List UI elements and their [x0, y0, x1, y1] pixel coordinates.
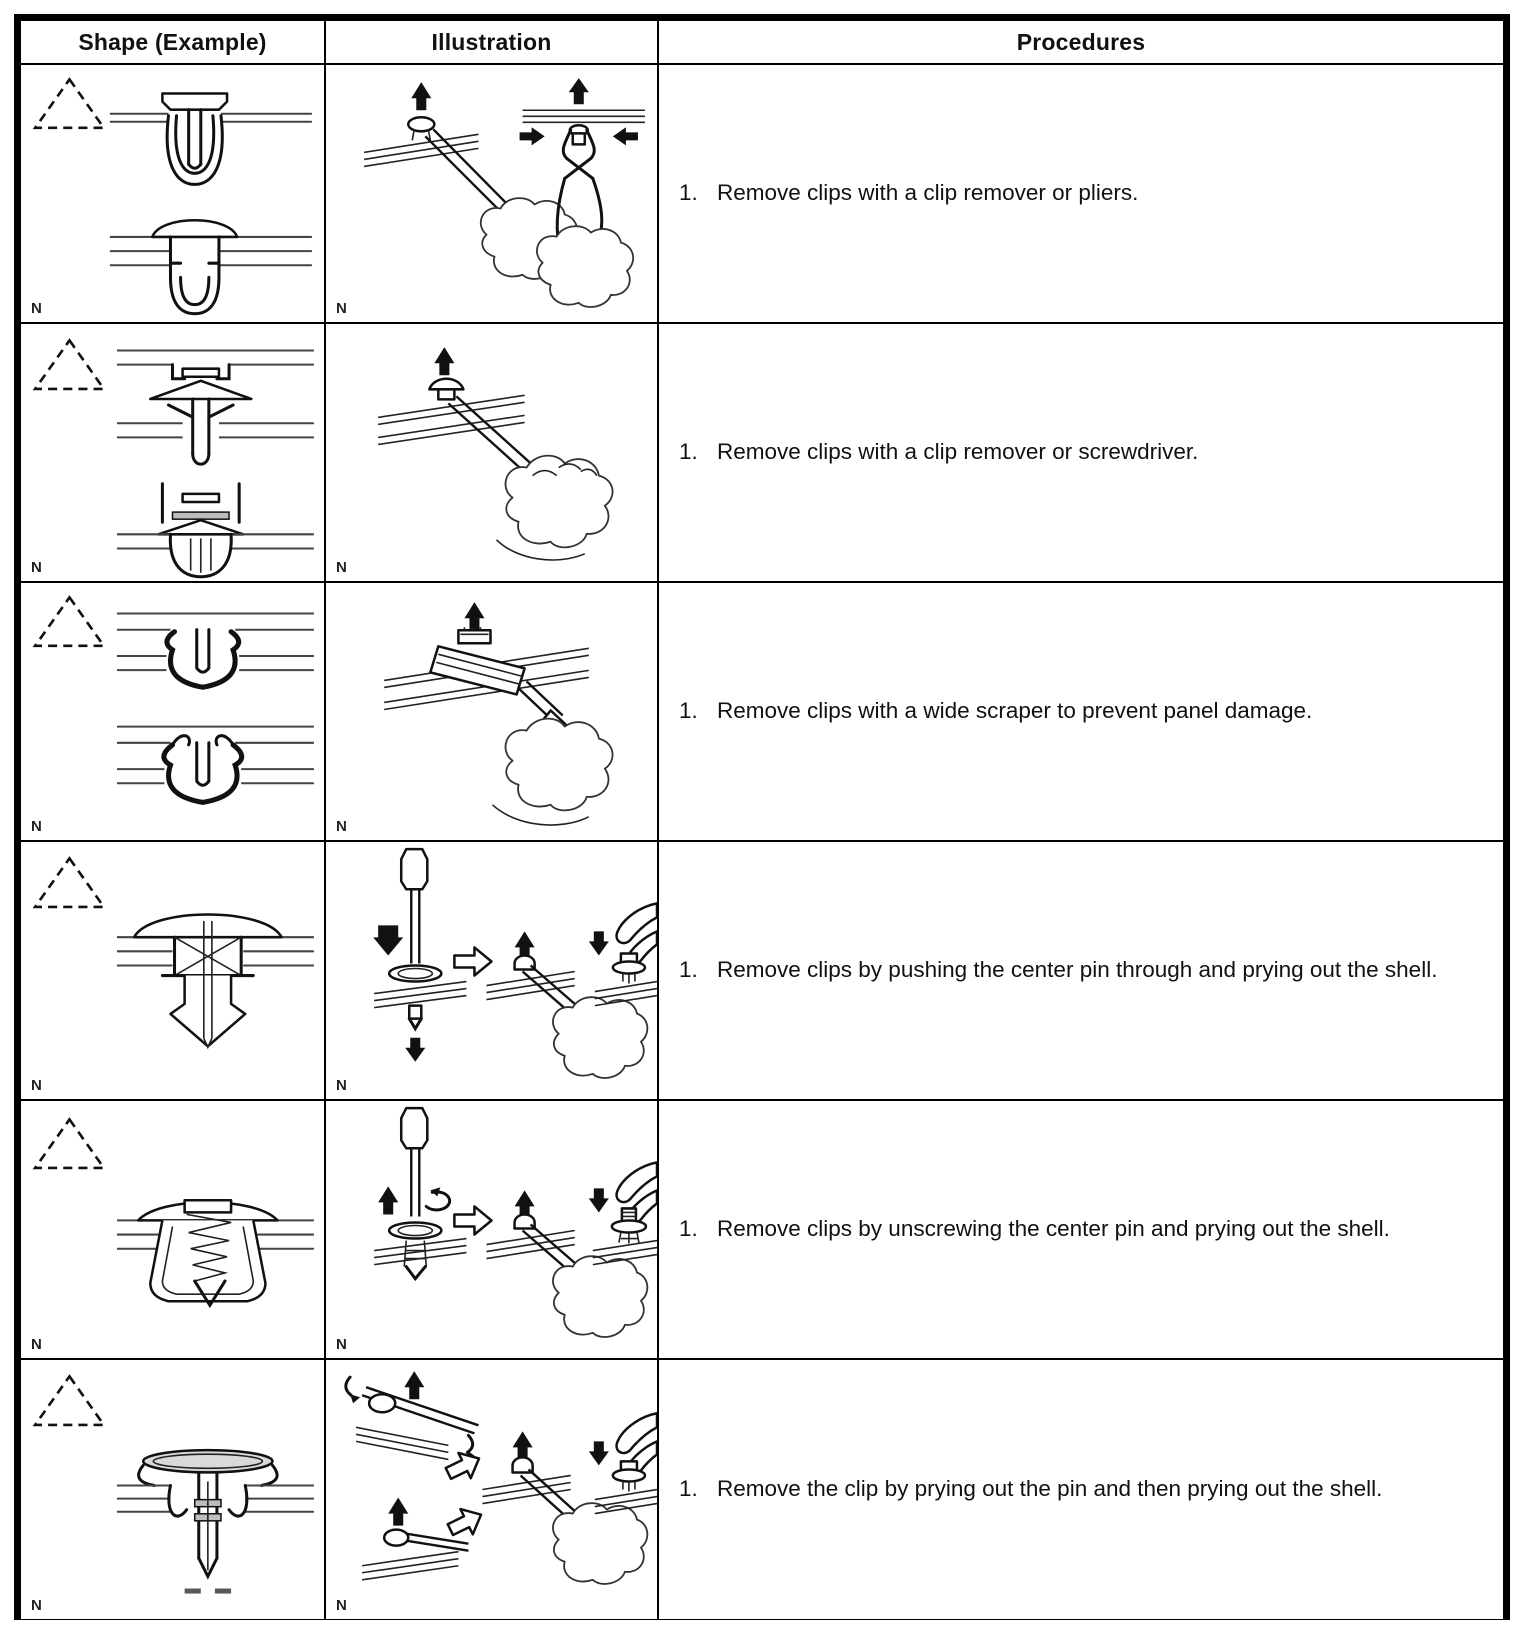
- shape-cell-row1: [21, 65, 326, 324]
- procedure-text: Remove clips by pushing the center pin through and prying out the shell.: [717, 957, 1438, 983]
- dashed-triangle-icon: [35, 340, 104, 388]
- next-step-arrow-icon: [454, 1206, 491, 1234]
- procedure-text: Remove clips by unscrewing the center pin and prying out the shell.: [717, 1216, 1390, 1242]
- up-arrow-icon: [411, 82, 431, 110]
- shape-cell-row6: [21, 1360, 326, 1619]
- step-number: 1.: [679, 698, 698, 724]
- procedure-cell-row1: [659, 65, 1503, 324]
- push-through-pin-clip-drawing: [21, 842, 324, 1099]
- press-in-arrow-icon: [613, 127, 638, 145]
- up-arrow-icon: [404, 1371, 424, 1399]
- procedure-cell-row5: [659, 1101, 1503, 1360]
- curved-arrow-icon: [346, 1377, 351, 1395]
- clip-remover-and-pliers-drawing: [326, 65, 657, 322]
- down-arrow-icon: [373, 925, 403, 955]
- up-arrow-icon: [513, 1431, 533, 1459]
- push-in-clip-pair-drawing: [21, 65, 324, 322]
- up-arrow-icon: [378, 1186, 398, 1214]
- illustration-cell-row5: [326, 1101, 659, 1360]
- down-arrow-icon: [405, 1038, 425, 1062]
- dashed-triangle-icon: [35, 1376, 104, 1424]
- shape-note: N: [31, 1336, 42, 1353]
- step-number: 1.: [679, 957, 698, 983]
- pry-pin-then-pry-shell-drawing: [326, 1360, 657, 1619]
- shape-note: N: [31, 559, 42, 576]
- procedure-cell-row2: [659, 324, 1503, 583]
- shape-note: N: [31, 300, 42, 317]
- pry-pin-clip-drawing: [21, 1360, 324, 1619]
- down-arrow-icon: [589, 1188, 609, 1212]
- clip-remover-pry-drawing: [326, 324, 657, 581]
- manual-page: [14, 14, 1510, 1620]
- down-arrow-icon: [589, 931, 609, 955]
- shape-note: N: [31, 1597, 42, 1614]
- shape-cell-row5: [21, 1101, 326, 1360]
- umbrella-barb-clip-pair-drawing: [21, 324, 324, 581]
- shape-cell-row3: [21, 583, 326, 842]
- procedure-cell-row4: [659, 842, 1503, 1101]
- procedure-cell-row6: [659, 1360, 1503, 1619]
- next-step-arrow-icon: [442, 1446, 485, 1486]
- illustration-note: N: [336, 300, 347, 317]
- up-arrow-icon: [569, 78, 589, 104]
- illustration-note: N: [336, 1597, 347, 1614]
- shape-note: N: [31, 1077, 42, 1094]
- spring-steel-clip-pair-drawing: [21, 583, 324, 840]
- shape-cell-row4: [21, 842, 326, 1101]
- procedure-cell-row3: [659, 583, 1503, 842]
- procedure-text: Remove the clip by prying out the pin and then prying out the shell.: [717, 1476, 1383, 1502]
- screw-pin-clip-drawing: [21, 1101, 324, 1358]
- header-label: Procedures: [1016, 28, 1146, 55]
- unscrew-pin-then-pry-shell-drawing: [326, 1101, 657, 1358]
- illustration-cell-row4: [326, 842, 659, 1101]
- procedure-text: Remove clips with a clip remover or screwdriver.: [717, 439, 1199, 465]
- illustration-note: N: [336, 818, 347, 835]
- illustration-note: N: [336, 1077, 347, 1094]
- illustration-cell-row1: [326, 65, 659, 324]
- column-header-procedures: [659, 21, 1503, 65]
- clip-removal-table: [14, 14, 1510, 1620]
- step-number: 1.: [679, 439, 698, 465]
- step-number: 1.: [679, 1476, 698, 1502]
- dashed-triangle-icon: [35, 858, 104, 906]
- header-label: Shape (Example): [78, 28, 267, 55]
- column-header-illustration: [326, 21, 659, 65]
- down-arrow-icon: [589, 1441, 609, 1465]
- procedure-text: Remove clips with a clip remover or pliers.: [717, 180, 1139, 206]
- next-step-arrow-icon: [454, 947, 491, 975]
- illustration-cell-row2: [326, 324, 659, 583]
- curved-arrow-icon: [467, 1435, 472, 1452]
- illustration-note: N: [336, 559, 347, 576]
- illustration-note: N: [336, 1336, 347, 1353]
- wide-scraper-pry-drawing: [326, 583, 657, 840]
- column-header-shape: [21, 21, 326, 65]
- up-arrow-icon: [434, 347, 454, 375]
- up-arrow-icon: [464, 602, 484, 630]
- press-in-arrow-icon: [520, 127, 545, 145]
- shape-note: N: [31, 818, 42, 835]
- dashed-triangle-icon: [35, 1119, 104, 1167]
- illustration-cell-row3: [326, 583, 659, 842]
- next-step-arrow-icon: [444, 1502, 487, 1542]
- procedure-text: Remove clips with a wide scraper to prevent panel damage.: [717, 698, 1313, 724]
- shape-cell-row2: [21, 324, 326, 583]
- dashed-triangle-icon: [35, 597, 104, 645]
- dashed-triangle-icon: [35, 79, 104, 127]
- header-label: Illustration: [431, 28, 552, 55]
- step-number: 1.: [679, 1216, 698, 1242]
- up-arrow-icon: [388, 1498, 408, 1526]
- push-pin-then-pry-shell-drawing: [326, 842, 657, 1099]
- rotate-arrow-icon: [426, 1192, 449, 1210]
- step-number: 1.: [679, 180, 698, 206]
- illustration-cell-row6: [326, 1360, 659, 1619]
